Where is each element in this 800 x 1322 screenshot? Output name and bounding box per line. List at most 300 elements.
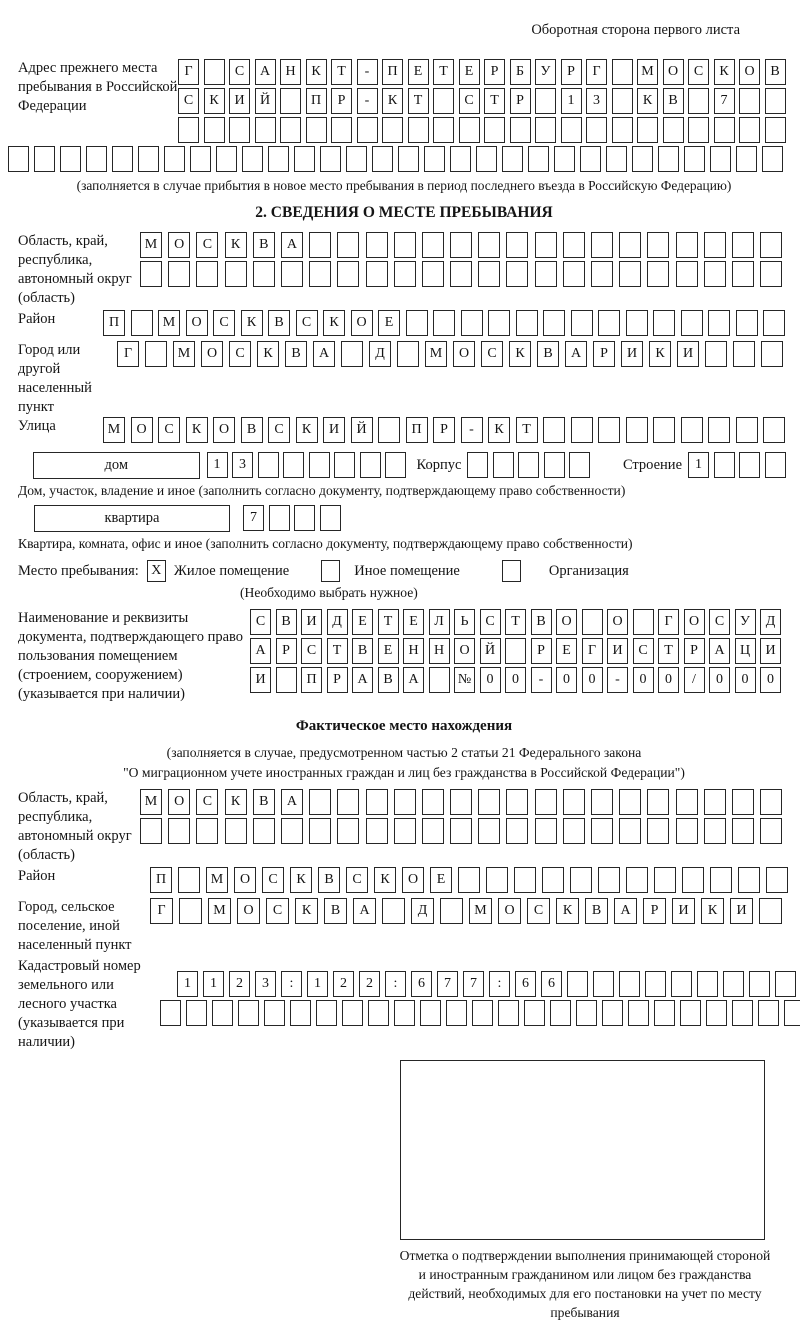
char-cell[interactable]: О: [739, 59, 760, 85]
char-cell[interactable]: [784, 1000, 800, 1026]
char-cell[interactable]: [255, 117, 276, 143]
char-cell[interactable]: [619, 232, 641, 258]
char-cell[interactable]: -: [607, 667, 628, 693]
char-cell[interactable]: [337, 789, 359, 815]
char-cell[interactable]: К: [225, 789, 247, 815]
char-cell[interactable]: [775, 971, 796, 997]
stay-type-checkbox-organization[interactable]: [502, 560, 521, 582]
char-cell[interactable]: А: [281, 789, 303, 815]
char-cell[interactable]: [612, 88, 633, 114]
char-cell[interactable]: [569, 452, 590, 478]
char-cell[interactable]: [647, 261, 669, 287]
char-cell[interactable]: В: [253, 789, 275, 815]
char-cell[interactable]: С: [268, 417, 290, 443]
char-cell[interactable]: О: [131, 417, 153, 443]
char-cell[interactable]: [280, 117, 301, 143]
char-cell[interactable]: М: [206, 867, 228, 893]
char-cell[interactable]: [765, 452, 786, 478]
char-cell[interactable]: В: [318, 867, 340, 893]
char-cell[interactable]: [619, 261, 641, 287]
char-cell[interactable]: [140, 818, 162, 844]
char-cell[interactable]: [337, 261, 359, 287]
char-cell[interactable]: 6: [515, 971, 536, 997]
char-cell[interactable]: [242, 146, 263, 172]
char-cell[interactable]: [60, 146, 81, 172]
char-cell[interactable]: [602, 1000, 623, 1026]
char-cell[interactable]: Й: [480, 638, 501, 664]
char-cell[interactable]: [682, 867, 704, 893]
char-cell[interactable]: [612, 59, 633, 85]
char-cell[interactable]: [714, 117, 735, 143]
char-cell[interactable]: 0: [735, 667, 756, 693]
char-cell[interactable]: М: [637, 59, 658, 85]
char-cell[interactable]: И: [730, 898, 753, 924]
char-cell[interactable]: У: [735, 609, 756, 635]
stay-type-checkbox-residential[interactable]: X: [147, 560, 166, 582]
char-cell[interactable]: [341, 341, 363, 367]
char-cell[interactable]: [654, 867, 676, 893]
char-cell[interactable]: Т: [505, 609, 526, 635]
char-cell[interactable]: [190, 146, 211, 172]
char-cell[interactable]: [478, 789, 500, 815]
char-cell[interactable]: [684, 146, 705, 172]
char-cell[interactable]: 0: [556, 667, 577, 693]
char-cell[interactable]: О: [213, 417, 235, 443]
char-cell[interactable]: [580, 146, 601, 172]
char-cell[interactable]: [723, 971, 744, 997]
char-cell[interactable]: Н: [280, 59, 301, 85]
char-cell[interactable]: [647, 789, 669, 815]
char-cell[interactable]: К: [290, 867, 312, 893]
char-cell[interactable]: 0: [505, 667, 526, 693]
char-cell[interactable]: С: [213, 310, 235, 336]
char-cell[interactable]: О: [607, 609, 628, 635]
char-cell[interactable]: [179, 898, 202, 924]
char-cell[interactable]: [372, 146, 393, 172]
char-cell[interactable]: [586, 117, 607, 143]
char-cell[interactable]: А: [352, 667, 373, 693]
char-cell[interactable]: [493, 452, 514, 478]
char-cell[interactable]: Ь: [454, 609, 475, 635]
char-cell[interactable]: К: [306, 59, 327, 85]
char-cell[interactable]: А: [614, 898, 637, 924]
char-cell[interactable]: К: [295, 898, 318, 924]
char-cell[interactable]: [710, 867, 732, 893]
char-cell[interactable]: Й: [255, 88, 276, 114]
char-cell[interactable]: [186, 1000, 207, 1026]
char-cell[interactable]: К: [323, 310, 345, 336]
char-cell[interactable]: [294, 505, 315, 531]
char-cell[interactable]: [309, 452, 330, 478]
char-cell[interactable]: 6: [411, 971, 432, 997]
char-cell[interactable]: Т: [408, 88, 429, 114]
char-cell[interactable]: [450, 789, 472, 815]
char-cell[interactable]: [736, 146, 757, 172]
char-cell[interactable]: У: [535, 59, 556, 85]
char-cell[interactable]: [653, 310, 675, 336]
char-cell[interactable]: 0: [480, 667, 501, 693]
char-cell[interactable]: И: [229, 88, 250, 114]
char-cell[interactable]: [486, 867, 508, 893]
char-cell[interactable]: [433, 88, 454, 114]
char-cell[interactable]: [476, 146, 497, 172]
char-cell[interactable]: А: [313, 341, 335, 367]
char-cell[interactable]: -: [531, 667, 552, 693]
char-cell[interactable]: [406, 310, 428, 336]
char-cell[interactable]: [706, 1000, 727, 1026]
char-cell[interactable]: [761, 341, 783, 367]
char-cell[interactable]: [688, 117, 709, 143]
char-cell[interactable]: [283, 452, 304, 478]
char-cell[interactable]: Г: [582, 638, 603, 664]
char-cell[interactable]: [276, 667, 297, 693]
char-cell[interactable]: [238, 1000, 259, 1026]
char-cell[interactable]: [654, 1000, 675, 1026]
char-cell[interactable]: В: [663, 88, 684, 114]
char-cell[interactable]: [760, 261, 782, 287]
char-cell[interactable]: Н: [403, 638, 424, 664]
char-cell[interactable]: [382, 117, 403, 143]
char-cell[interactable]: [394, 1000, 415, 1026]
char-cell[interactable]: [680, 1000, 701, 1026]
char-cell[interactable]: [705, 341, 727, 367]
char-cell[interactable]: В: [537, 341, 559, 367]
char-cell[interactable]: :: [281, 971, 302, 997]
char-cell[interactable]: [467, 452, 488, 478]
char-cell[interactable]: [542, 867, 564, 893]
char-cell[interactable]: [178, 117, 199, 143]
char-cell[interactable]: [637, 117, 658, 143]
char-cell[interactable]: :: [385, 971, 406, 997]
char-cell[interactable]: [506, 261, 528, 287]
char-cell[interactable]: Е: [408, 59, 429, 85]
char-cell[interactable]: И: [250, 667, 271, 693]
char-cell[interactable]: [269, 505, 290, 531]
char-cell[interactable]: [394, 261, 416, 287]
char-cell[interactable]: [8, 146, 29, 172]
char-cell[interactable]: [294, 146, 315, 172]
char-cell[interactable]: Г: [658, 609, 679, 635]
char-cell[interactable]: [368, 1000, 389, 1026]
char-cell[interactable]: [676, 818, 698, 844]
char-cell[interactable]: [758, 1000, 779, 1026]
char-cell[interactable]: [506, 232, 528, 258]
char-cell[interactable]: С: [633, 638, 654, 664]
char-cell[interactable]: К: [509, 341, 531, 367]
char-cell[interactable]: [290, 1000, 311, 1026]
char-cell[interactable]: Р: [433, 417, 455, 443]
char-cell[interactable]: А: [353, 898, 376, 924]
char-cell[interactable]: Р: [331, 88, 352, 114]
char-cell[interactable]: С: [196, 232, 218, 258]
char-cell[interactable]: [433, 310, 455, 336]
char-cell[interactable]: 3: [232, 452, 253, 478]
char-cell[interactable]: [164, 146, 185, 172]
char-cell[interactable]: Ц: [735, 638, 756, 664]
char-cell[interactable]: [478, 232, 500, 258]
char-cell[interactable]: [765, 88, 786, 114]
char-cell[interactable]: [422, 789, 444, 815]
char-cell[interactable]: О: [201, 341, 223, 367]
char-cell[interactable]: [382, 898, 405, 924]
char-cell[interactable]: М: [208, 898, 231, 924]
char-cell[interactable]: [450, 261, 472, 287]
char-cell[interactable]: К: [714, 59, 735, 85]
char-cell[interactable]: В: [268, 310, 290, 336]
char-cell[interactable]: [563, 261, 585, 287]
char-cell[interactable]: [510, 117, 531, 143]
char-cell[interactable]: А: [255, 59, 276, 85]
char-cell[interactable]: [571, 310, 593, 336]
char-cell[interactable]: [626, 417, 648, 443]
char-cell[interactable]: [554, 146, 575, 172]
char-cell[interactable]: [316, 1000, 337, 1026]
char-cell[interactable]: [178, 867, 200, 893]
char-cell[interactable]: [528, 146, 549, 172]
char-cell[interactable]: К: [241, 310, 263, 336]
char-cell[interactable]: [619, 971, 640, 997]
char-cell[interactable]: Д: [327, 609, 348, 635]
stay-type-checkbox-other-premises[interactable]: [321, 560, 340, 582]
char-cell[interactable]: -: [461, 417, 483, 443]
char-cell[interactable]: И: [323, 417, 345, 443]
char-cell[interactable]: -: [357, 88, 378, 114]
char-cell[interactable]: [268, 146, 289, 172]
char-cell[interactable]: [535, 88, 556, 114]
char-cell[interactable]: [342, 1000, 363, 1026]
char-cell[interactable]: [633, 609, 654, 635]
char-cell[interactable]: [535, 261, 557, 287]
char-cell[interactable]: [225, 261, 247, 287]
char-cell[interactable]: [309, 232, 331, 258]
char-cell[interactable]: Л: [429, 609, 450, 635]
char-cell[interactable]: И: [607, 638, 628, 664]
char-cell[interactable]: [397, 341, 419, 367]
char-cell[interactable]: [591, 261, 613, 287]
char-cell[interactable]: [334, 452, 355, 478]
char-cell[interactable]: П: [103, 310, 125, 336]
char-cell[interactable]: 0: [658, 667, 679, 693]
char-cell[interactable]: Т: [433, 59, 454, 85]
char-cell[interactable]: [346, 146, 367, 172]
char-cell[interactable]: 3: [255, 971, 276, 997]
char-cell[interactable]: [626, 867, 648, 893]
char-cell[interactable]: 7: [714, 88, 735, 114]
char-cell[interactable]: [422, 261, 444, 287]
char-cell[interactable]: Б: [510, 59, 531, 85]
char-cell[interactable]: Т: [327, 638, 348, 664]
char-cell[interactable]: [676, 261, 698, 287]
char-cell[interactable]: 3: [586, 88, 607, 114]
char-cell[interactable]: [309, 261, 331, 287]
char-cell[interactable]: Р: [510, 88, 531, 114]
char-cell[interactable]: [225, 818, 247, 844]
char-cell[interactable]: [563, 232, 585, 258]
char-cell[interactable]: [738, 867, 760, 893]
char-cell[interactable]: С: [459, 88, 480, 114]
char-cell[interactable]: 7: [243, 505, 264, 531]
char-cell[interactable]: [736, 310, 758, 336]
char-cell[interactable]: С: [480, 609, 501, 635]
char-cell[interactable]: [663, 117, 684, 143]
char-cell[interactable]: Е: [378, 310, 400, 336]
char-cell[interactable]: [34, 146, 55, 172]
char-cell[interactable]: [535, 232, 557, 258]
char-cell[interactable]: [708, 310, 730, 336]
char-cell[interactable]: [216, 146, 237, 172]
char-cell[interactable]: [86, 146, 107, 172]
char-cell[interactable]: [446, 1000, 467, 1026]
char-cell[interactable]: В: [285, 341, 307, 367]
char-cell[interactable]: [704, 818, 726, 844]
char-cell[interactable]: С: [178, 88, 199, 114]
char-cell[interactable]: [459, 117, 480, 143]
char-cell[interactable]: П: [306, 88, 327, 114]
char-cell[interactable]: И: [621, 341, 643, 367]
char-cell[interactable]: [658, 146, 679, 172]
char-cell[interactable]: [759, 898, 782, 924]
char-cell[interactable]: -: [357, 59, 378, 85]
char-cell[interactable]: [704, 261, 726, 287]
char-cell[interactable]: [138, 146, 159, 172]
char-cell[interactable]: 1: [307, 971, 328, 997]
char-cell[interactable]: [320, 146, 341, 172]
char-cell[interactable]: О: [402, 867, 424, 893]
char-cell[interactable]: [484, 117, 505, 143]
char-cell[interactable]: [543, 417, 565, 443]
char-cell[interactable]: [567, 971, 588, 997]
char-cell[interactable]: [598, 417, 620, 443]
char-cell[interactable]: М: [140, 789, 162, 815]
char-cell[interactable]: С: [266, 898, 289, 924]
char-cell[interactable]: К: [637, 88, 658, 114]
char-cell[interactable]: В: [585, 898, 608, 924]
char-cell[interactable]: 0: [582, 667, 603, 693]
char-cell[interactable]: [732, 818, 754, 844]
char-cell[interactable]: [762, 146, 783, 172]
char-cell[interactable]: А: [565, 341, 587, 367]
char-cell[interactable]: [653, 417, 675, 443]
char-cell[interactable]: С: [229, 59, 250, 85]
char-cell[interactable]: К: [225, 232, 247, 258]
char-cell[interactable]: 2: [359, 971, 380, 997]
char-cell[interactable]: [681, 310, 703, 336]
char-cell[interactable]: 2: [333, 971, 354, 997]
char-cell[interactable]: [145, 341, 167, 367]
char-cell[interactable]: Р: [531, 638, 552, 664]
char-cell[interactable]: Е: [352, 609, 373, 635]
char-cell[interactable]: [524, 1000, 545, 1026]
char-cell[interactable]: [131, 310, 153, 336]
char-cell[interactable]: [378, 417, 400, 443]
char-cell[interactable]: К: [204, 88, 225, 114]
char-cell[interactable]: [264, 1000, 285, 1026]
char-cell[interactable]: [357, 117, 378, 143]
char-cell[interactable]: И: [301, 609, 322, 635]
char-cell[interactable]: И: [677, 341, 699, 367]
char-cell[interactable]: М: [103, 417, 125, 443]
char-cell[interactable]: Д: [411, 898, 434, 924]
char-cell[interactable]: М: [158, 310, 180, 336]
char-cell[interactable]: [366, 232, 388, 258]
char-cell[interactable]: [461, 310, 483, 336]
char-cell[interactable]: [506, 818, 528, 844]
char-cell[interactable]: С: [346, 867, 368, 893]
char-cell[interactable]: [763, 417, 785, 443]
char-cell[interactable]: [535, 818, 557, 844]
char-cell[interactable]: [632, 146, 653, 172]
char-cell[interactable]: [196, 818, 218, 844]
char-cell[interactable]: [518, 452, 539, 478]
char-cell[interactable]: [450, 818, 472, 844]
char-cell[interactable]: П: [150, 867, 172, 893]
char-cell[interactable]: Р: [643, 898, 666, 924]
char-cell[interactable]: [626, 310, 648, 336]
char-cell[interactable]: Т: [516, 417, 538, 443]
char-cell[interactable]: [736, 417, 758, 443]
char-cell[interactable]: С: [158, 417, 180, 443]
char-cell[interactable]: [739, 88, 760, 114]
char-cell[interactable]: О: [498, 898, 521, 924]
char-cell[interactable]: К: [257, 341, 279, 367]
char-cell[interactable]: [676, 789, 698, 815]
char-cell[interactable]: [619, 789, 641, 815]
char-cell[interactable]: О: [663, 59, 684, 85]
char-cell[interactable]: [676, 232, 698, 258]
char-cell[interactable]: [196, 261, 218, 287]
char-cell[interactable]: О: [168, 232, 190, 258]
char-cell[interactable]: [168, 818, 190, 844]
char-cell[interactable]: Е: [556, 638, 577, 664]
char-cell[interactable]: [516, 310, 538, 336]
char-cell[interactable]: /: [684, 667, 705, 693]
char-cell[interactable]: Т: [484, 88, 505, 114]
char-cell[interactable]: [704, 789, 726, 815]
char-cell[interactable]: О: [453, 341, 475, 367]
char-cell[interactable]: [688, 88, 709, 114]
char-cell[interactable]: [598, 867, 620, 893]
char-cell[interactable]: Г: [117, 341, 139, 367]
char-cell[interactable]: [253, 261, 275, 287]
char-cell[interactable]: В: [531, 609, 552, 635]
char-cell[interactable]: [440, 898, 463, 924]
char-cell[interactable]: П: [406, 417, 428, 443]
char-cell[interactable]: [422, 818, 444, 844]
char-cell[interactable]: [258, 452, 279, 478]
char-cell[interactable]: [212, 1000, 233, 1026]
char-cell[interactable]: М: [173, 341, 195, 367]
char-cell[interactable]: [394, 232, 416, 258]
char-cell[interactable]: [760, 789, 782, 815]
char-cell[interactable]: [732, 232, 754, 258]
char-cell[interactable]: 0: [709, 667, 730, 693]
char-cell[interactable]: [544, 452, 565, 478]
char-cell[interactable]: [571, 417, 593, 443]
char-cell[interactable]: А: [403, 667, 424, 693]
char-cell[interactable]: [450, 232, 472, 258]
char-cell[interactable]: [253, 818, 275, 844]
char-cell[interactable]: М: [425, 341, 447, 367]
char-cell[interactable]: [749, 971, 770, 997]
char-cell[interactable]: [739, 117, 760, 143]
char-cell[interactable]: С: [709, 609, 730, 635]
char-cell[interactable]: С: [196, 789, 218, 815]
char-cell[interactable]: [498, 1000, 519, 1026]
char-cell[interactable]: В: [324, 898, 347, 924]
char-cell[interactable]: [160, 1000, 181, 1026]
char-cell[interactable]: О: [234, 867, 256, 893]
char-cell[interactable]: [478, 261, 500, 287]
